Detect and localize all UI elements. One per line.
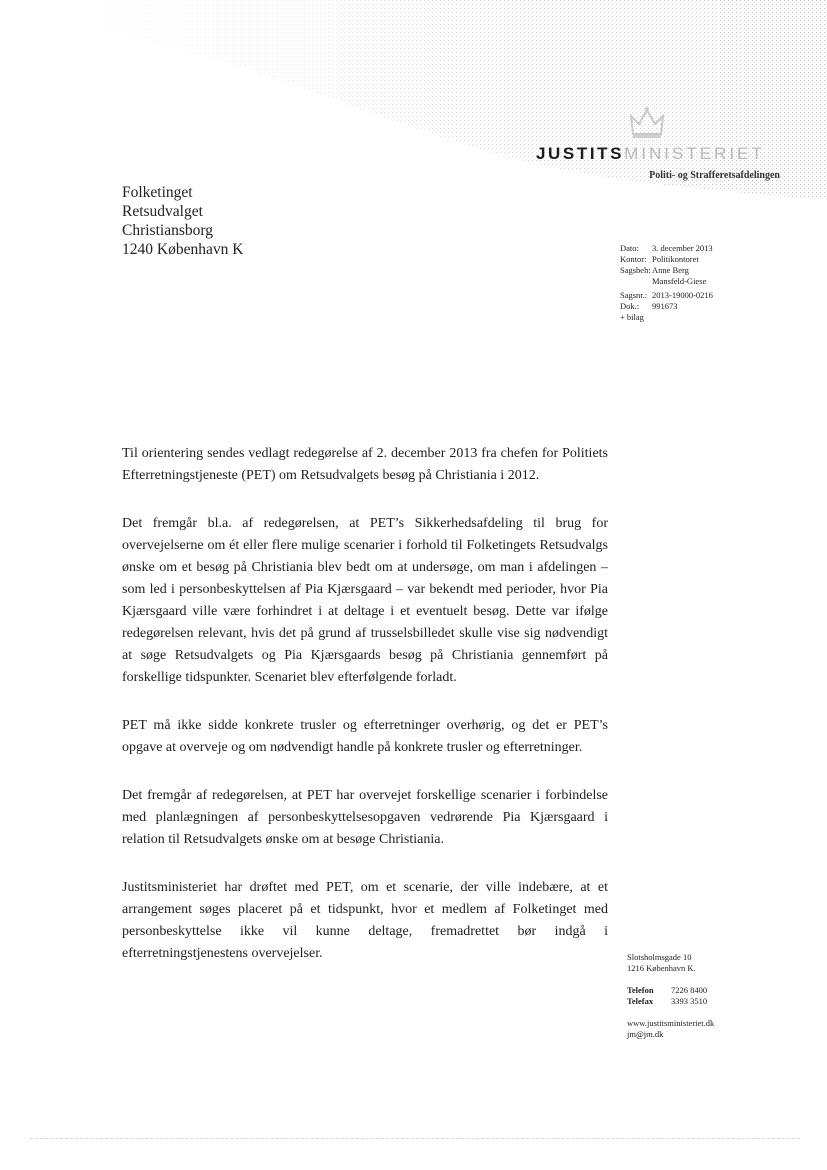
recipient-line: Christiansborg — [122, 222, 213, 239]
meta-row-date — [620, 243, 782, 254]
meta-row-case-number — [620, 290, 782, 301]
meta-value: 3. december 2013 — [652, 243, 713, 253]
crown-icon — [627, 104, 667, 140]
meta-value: Anne Berg Mansfeld-Giese — [652, 265, 707, 286]
letter-body — [122, 443, 608, 991]
logo-bold-text: JUSTITS — [536, 144, 625, 163]
recipient-line: Retsudvalget — [122, 203, 203, 220]
city-address: 1216 København K. — [627, 963, 696, 973]
meta-row-handler — [620, 265, 782, 287]
meta-value: 991673 — [652, 301, 678, 311]
fax-label: Telefax — [627, 996, 654, 1006]
meta-label: Kontor: — [620, 254, 647, 264]
meta-label: Sagsnr.: — [620, 290, 648, 300]
department-name: Politi- og Strafferetsafdelingen — [649, 170, 780, 181]
meta-row-office — [620, 254, 782, 265]
meta-row-document — [620, 301, 782, 312]
web-address: www.justitsministeriet.dk — [627, 1018, 715, 1028]
fax-row — [627, 996, 714, 1007]
phone-label: Telefon — [627, 985, 654, 995]
phone-block — [627, 985, 714, 1007]
ministry-contact — [627, 952, 714, 1040]
meta-label: Dok.: — [620, 301, 640, 311]
body-paragraph: Justitsministeriet har drøftet med PET, om et scenarie, der ville indebære, at et arrangement søges placeret på et tidspunkt, hvor et medlem af Folketinget med personbeskyttelse ikke vil kunne deltage, fremadrettet bør indgå i efterretningstjenestens overvejelser. — [122, 880, 608, 961]
meta-value: Politikontoret — [652, 254, 699, 264]
recipient-address — [122, 183, 243, 259]
phone-number: 7226 8400 — [671, 985, 708, 995]
body-paragraph: PET må ikke sidde konkrete trusler og efterretninger overhørig, og det er PET’s opgave at overveje og om nødvendigt handle på konkrete trusler og efterretninger. — [122, 718, 608, 755]
case-metadata — [620, 243, 782, 323]
recipient-line: 1240 København K — [122, 241, 244, 258]
footer-divider — [30, 1138, 800, 1139]
body-paragraph: Det fremgår bl.a. af redegørelsen, at PET’s Sikkerhedsafdeling til brug for overvejelserne om ét eller flere mulige scenarier i forhold til Folketingets Retsudvalgs ønske om et besøg på Christiania blev bedt om at undersøge, om man i afdelingen – som led i personbeskyttelsen af Pia Kjærsgaard – var bekendt med perioder, hvor Pia Kjærsgaard ville være forhindret i at deltage i et eventuelt besøg. Dette var ifølge redegørelsen relevant, hvis det på grund af trusselsbilledet skulle vise sig nødvendigt at søge Retsudvalgets og Pia Kjærsgaards besøg på Christiania gennemført på forskellige tidspunkter. Scenariet blev efterfølgende forladt. — [122, 516, 608, 685]
meta-value: 2013-19000-0216 — [652, 290, 713, 300]
recipient-line: Folketinget — [122, 184, 193, 201]
fax-number: 3393 3510 — [671, 996, 708, 1006]
body-paragraph: Det fremgår af redegørelsen, at PET har overvejet forskellige scenarier i forbindelse med planlægningen af personbeskyttelsesopgaven vedrørende Pia Kjærsgaard i relation til Retsudvalgets ønske om at besøge Christiania. — [122, 788, 608, 847]
body-paragraph: Til orientering sendes vedlagt redegørelse af 2. december 2013 fra chefen for Politiets Efterretningstjeneste (PET) om Retsudvalgets besøg på Christiania i 2012. — [122, 446, 608, 483]
logo-light-text: MINISTERIET — [624, 144, 765, 163]
email-address: jm@jm.dk — [627, 1029, 664, 1039]
address-block — [627, 952, 714, 974]
phone-row — [627, 985, 714, 996]
meta-label: Sagsbeh: — [620, 265, 651, 275]
street-address: Slotsholmsgade 10 — [627, 952, 692, 962]
meta-label: Dato: — [620, 243, 639, 253]
ministry-logo — [536, 144, 776, 164]
attachment-note: + bilag — [620, 312, 644, 322]
